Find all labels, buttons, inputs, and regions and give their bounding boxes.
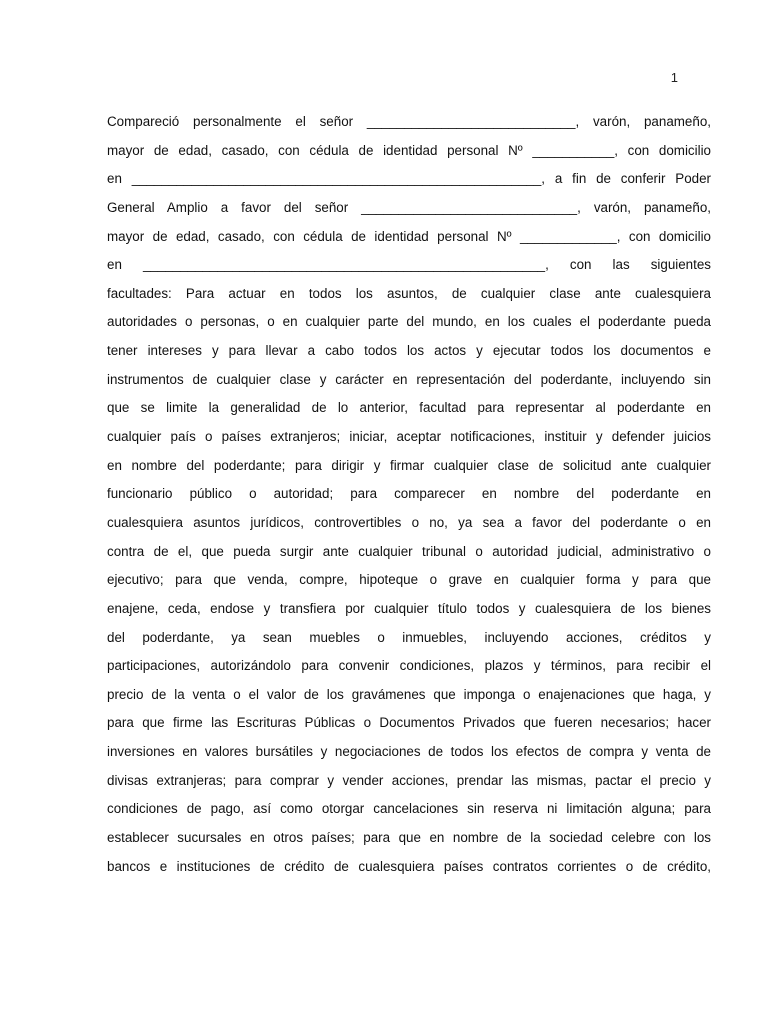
text-line: para que firme las Escrituras Públicas o Documentos Privados que fueren necesarios; hacer	[107, 715, 711, 731]
text-line: mayor de edad, casado, con cédula de identidad personal Nº _____________, con domicilio	[107, 228, 711, 244]
page-number: 1	[670, 70, 678, 85]
text-line: inversiones en valores bursátiles y negociaciones de todos los efectos de compra y venta de	[107, 744, 711, 760]
document-body	[107, 113, 711, 886]
text-line: ejecutivo; para que venda, compre, hipoteque o grave en cualquier forma y para que	[107, 572, 711, 588]
text-line: establecer sucursales en otros países; para que en nombre de la sociedad celebre con los	[107, 830, 711, 846]
text-line: tener intereses y para llevar a cabo todos los actos y ejecutar todos los documentos e	[107, 343, 711, 359]
text-line: enajene, ceda, endose y transfiera por cualquier título todos y cualesquiera de los bienes	[107, 600, 711, 616]
text-line: cualesquiera asuntos jurídicos, controvertibles o no, ya sea a favor del poderdante o en	[107, 514, 711, 530]
text-line: cualquier país o países extranjeros; iniciar, aceptar notificaciones, instituir y defender juicios	[107, 429, 711, 445]
text-line: precio de la venta o el valor de los gravámenes que imponga o enajenaciones que haga, y	[107, 686, 711, 702]
text-line: divisas extranjeras; para comprar y vender acciones, prendar las mismas, pactar el precio y	[107, 772, 711, 788]
text-line: participaciones, autorizándolo para convenir condiciones, plazos y términos, para recibir el	[107, 658, 711, 674]
text-line: del poderdante, ya sean muebles o inmuebles, incluyendo acciones, créditos y	[107, 629, 711, 645]
text-line: Compareció personalmente el señor ____________________________, varón, panameño,	[107, 114, 711, 129]
text-line: en _______________________________________________________, a fin de conferir Poder	[107, 171, 711, 187]
text-line: condiciones de pago, así como otorgar cancelaciones sin reserva ni limitación alguna; para	[107, 801, 711, 817]
text-line: bancos e instituciones de crédito de cualesquiera países contratos corrientes o de crédito,	[107, 858, 711, 874]
text-line: facultades: Para actuar en todos los asuntos, de cualquier clase ante cualesquiera	[107, 285, 711, 301]
text-line: autoridades o personas, o en cualquier parte del mundo, en los cuales el poderdante pueda	[107, 314, 711, 330]
text-line: en ______________________________________________________, con las siguientes	[107, 257, 711, 273]
text-line: mayor de edad, casado, con cédula de identidad personal Nº ___________, con domicilio	[107, 142, 711, 158]
text-line: que se limite la generalidad de lo anterior, facultad para representar al poderdante en	[107, 400, 711, 416]
text-line: en nombre del poderdante; para dirigir y firmar cualquier clase de solicitud ante cualquier	[107, 457, 711, 473]
text-line: instrumentos de cualquier clase y carácter en representación del poderdante, incluyendo sin	[107, 371, 711, 387]
text-line: funcionario público o autoridad; para comparecer en nombre del poderdante en	[107, 486, 711, 502]
text-line: contra de el, que pueda surgir ante cualquier tribunal o autoridad judicial, administrativo o	[107, 543, 711, 559]
text-line: General Amplio a favor del señor _____________________________, varón, panameño,	[107, 199, 711, 215]
